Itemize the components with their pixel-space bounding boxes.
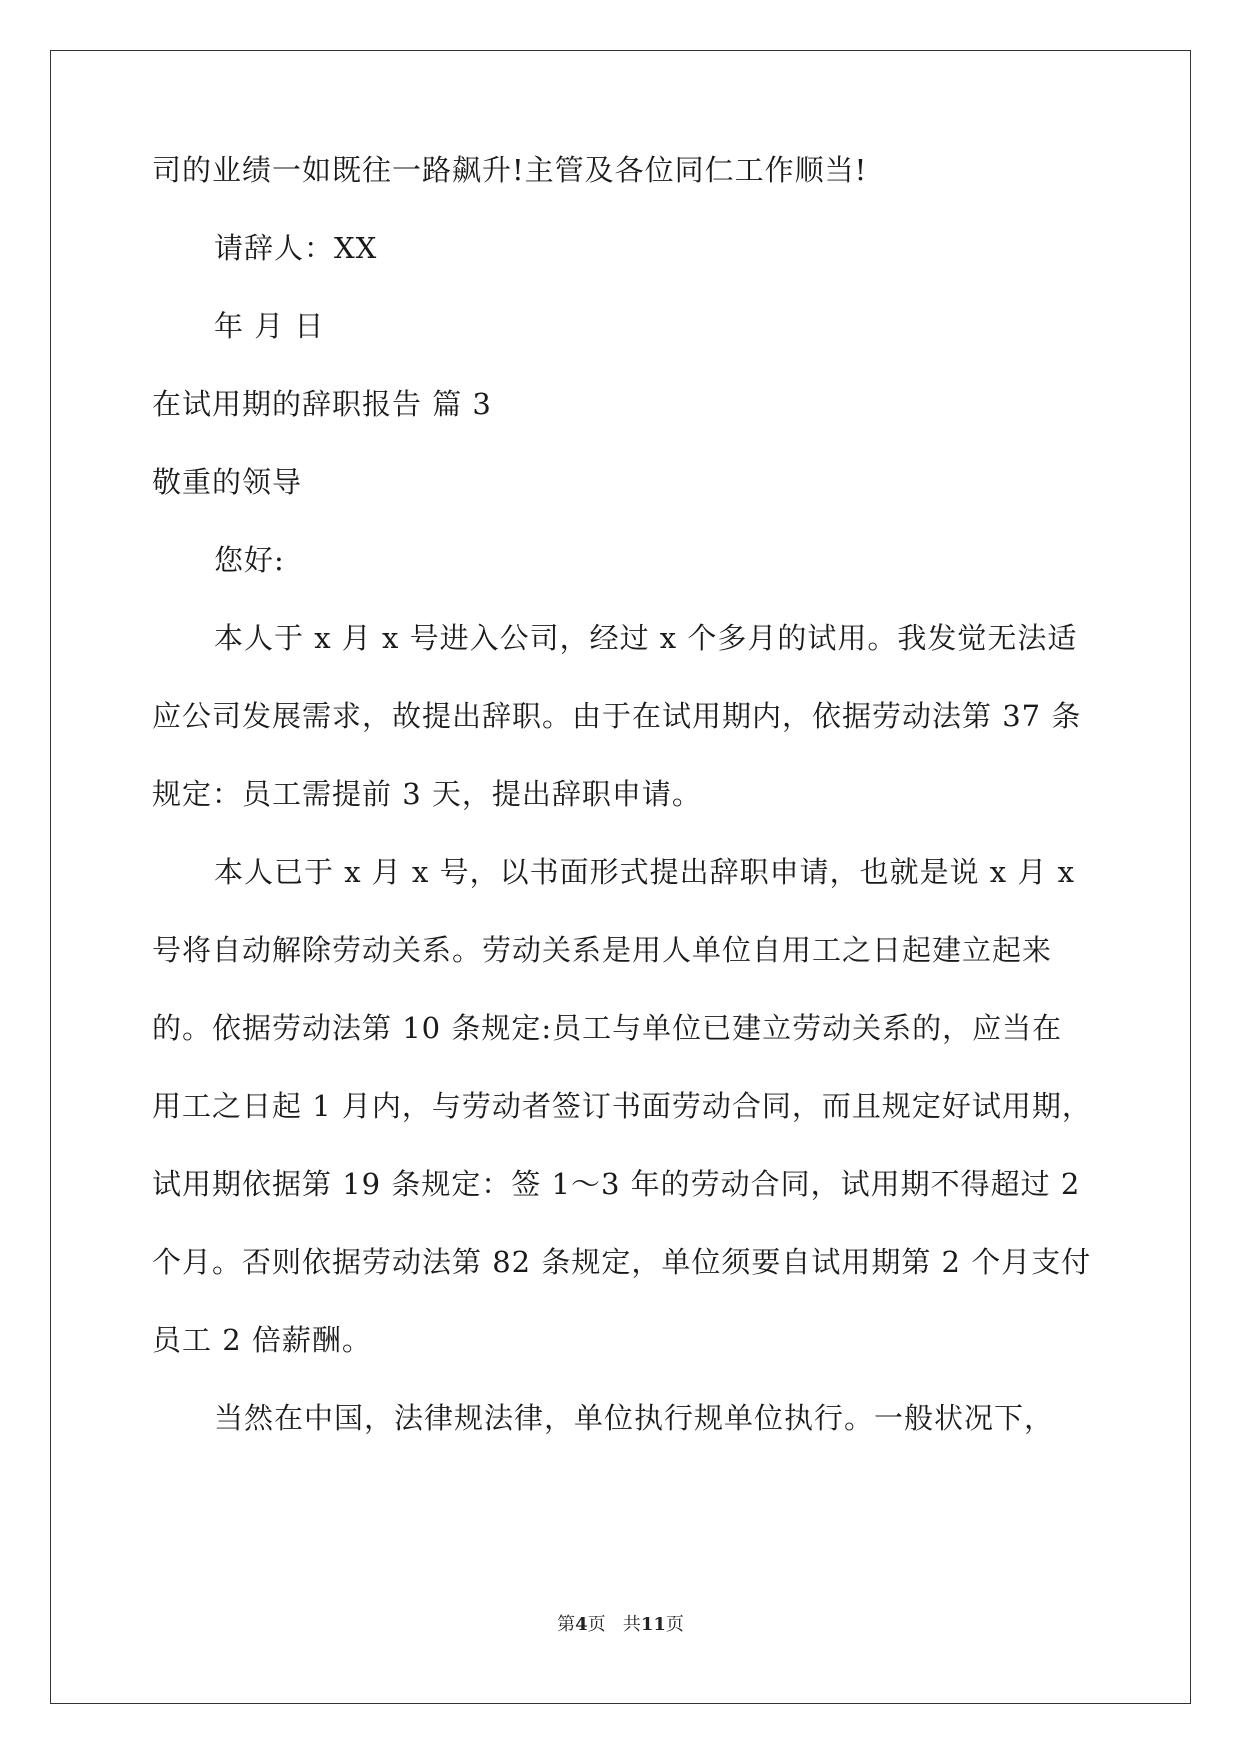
date-line: 年 月 日 bbox=[214, 309, 325, 343]
paragraph-line: 当然在中国，法律规法律，单位执行规单位执行。一般状况下， bbox=[214, 1401, 1055, 1435]
paragraph-line: 个月。否则依据劳动法第 82 条规定，单位须要自试用期第 2 个月支付 bbox=[152, 1245, 1092, 1279]
page-footer bbox=[0, 1613, 1241, 1637]
paragraph-line: 试用期依据第 19 条规定：签 1～3 年的劳动合同，试用期不得超过 2 bbox=[152, 1167, 1081, 1201]
total-pages: 11 bbox=[640, 1614, 666, 1635]
paragraph-line: 应公司发展需求，故提出辞职。由于在试用期内，依据劳动法第 37 条 bbox=[152, 699, 1082, 733]
paragraph-line: 用工之日起 1 月内，与劳动者签订书面劳动合同，而且规定好试用期， bbox=[152, 1089, 1092, 1123]
greeting: 您好: bbox=[214, 543, 285, 577]
paragraph-line: 规定：员工需提前 3 天，提出辞职申请。 bbox=[152, 777, 702, 811]
total-suffix: 页 bbox=[665, 1614, 684, 1635]
paragraph-line: 号将自动解除劳动关系。劳动关系是用人单位自用工之日起建立起来 bbox=[152, 933, 1053, 967]
page-prefix: 第 bbox=[557, 1614, 576, 1635]
paragraph-line: 司的业绩一如既往一路飙升!主管及各位同仁工作顺当! bbox=[152, 153, 868, 187]
page-suffix: 页 bbox=[587, 1614, 606, 1635]
section-heading: 在试用期的辞职报告 篇 3 bbox=[152, 387, 492, 421]
page-number: 4 bbox=[575, 1614, 588, 1635]
paragraph-line: 本人已于 x 月 x 号，以书面形式提出辞职申请，也就是说 x 月 x bbox=[214, 855, 1075, 889]
signature-line: 请辞人：XX bbox=[214, 231, 378, 265]
total-prefix: 共 bbox=[622, 1614, 641, 1635]
salutation: 敬重的领导 bbox=[152, 465, 303, 499]
paragraph-line: 本人于 x 月 x 号进入公司，经过 x 个多月的试用。我发觉无法适 bbox=[214, 621, 1078, 655]
paragraph-line: 的。依据劳动法第 10 条规定:员工与单位已建立劳动关系的，应当在 bbox=[152, 1011, 1063, 1045]
paragraph-line: 员工 2 倍薪酬。 bbox=[152, 1323, 372, 1357]
